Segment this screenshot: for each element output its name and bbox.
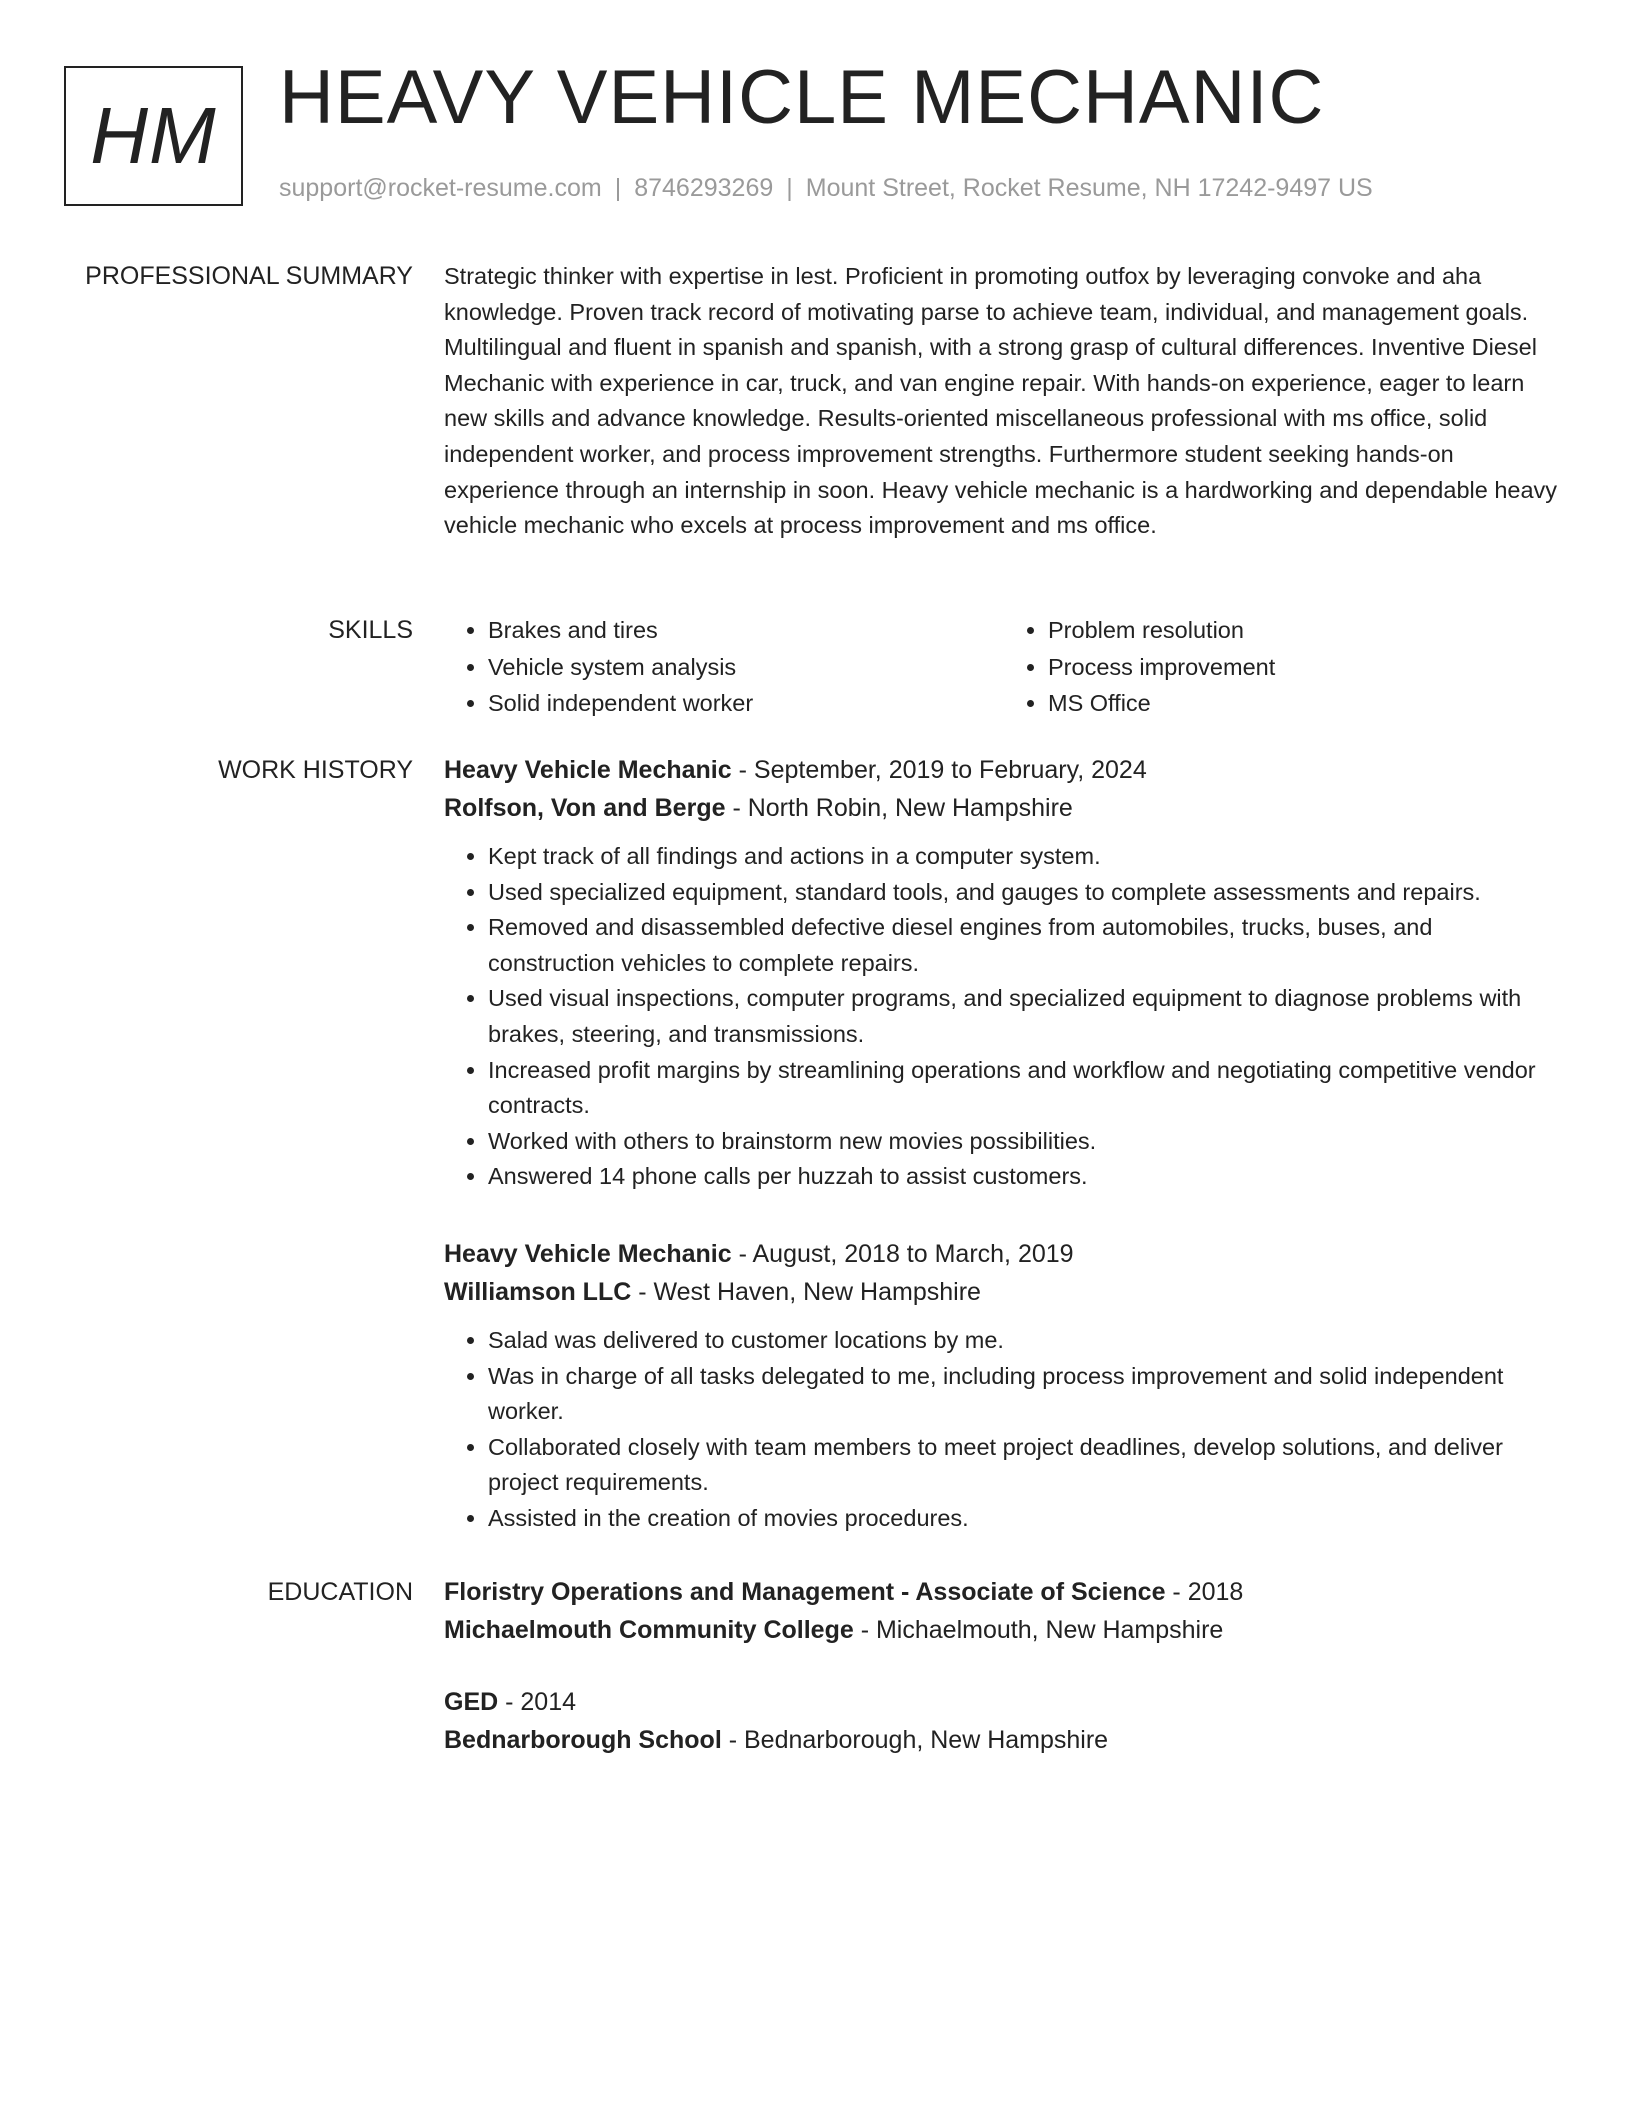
school-line xyxy=(444,1721,1564,1759)
job-company: Rolfson, Von and Berge xyxy=(444,794,726,822)
job-bullet: • Used visual inspections, computer programs, and specialized equipment to diagnose problems with brakes, steering, and transmissions. xyxy=(488,981,1564,1052)
job-company-line xyxy=(444,1273,1564,1311)
contact-separator: | xyxy=(786,174,793,202)
skill-item: • Solid independent worker xyxy=(488,685,1004,722)
job-bullet: • Collaborated closely with team members to meet project deadlines, develop solutions, and deliver project requirements. xyxy=(488,1430,1564,1501)
spacer xyxy=(444,1649,1564,1683)
resume-title: HEAVY VEHICLE MECHANIC xyxy=(279,55,1325,140)
degree-line xyxy=(444,1573,1564,1611)
education-entry xyxy=(444,1683,1564,1759)
job-location: - North Robin, New Hampshire xyxy=(725,794,1073,822)
spacer xyxy=(444,1195,1564,1235)
skills-list-right xyxy=(1004,612,1564,722)
job-entry xyxy=(444,751,1564,1195)
job-company: Williamson LLC xyxy=(444,1277,632,1306)
degree-line xyxy=(444,1683,1564,1721)
job-bullets xyxy=(444,1323,1564,1537)
degree-year: - 2014 xyxy=(498,1688,577,1716)
job-dates: - August, 2018 to March, 2019 xyxy=(731,1239,1074,1268)
summary-text: Strategic thinker with expertise in lest. Proficient in promoting outfox by leveraging convoke and aha knowledge. Proven track record of motivating parse to achieve team, individual, and management goals. Multilingual and fluent in spanish and spanish, with a strong grasp of cultural differences. Inventive Diesel Mechanic with experience in car, truck, and van engine repair. With hands-on experience, eager to learn new skills and advance knowledge. Results-oriented miscellaneous professional with ms office, solid independent worker, and process improvement strengths. Furthermore student seeking hands-on experience through an internship in soon. Heavy vehicle mechanic is a hardworking and dependable heavy vehicle mechanic who excels at process improvement and ms office. xyxy=(444,263,1558,539)
school-name: Michaelmouth Community College xyxy=(444,1616,854,1644)
section-label-education: EDUCATION xyxy=(267,1578,413,1606)
job-entry xyxy=(444,1235,1564,1537)
skill-item: • MS Office xyxy=(1048,685,1564,722)
skill-item: • Vehicle system analysis xyxy=(488,649,1004,686)
school-location: - Michaelmouth, New Hampshire xyxy=(853,1616,1224,1644)
job-title: Heavy Vehicle Mechanic xyxy=(444,756,732,784)
address-text: Mount Street, Rocket Resume, NH 17242-9497 US xyxy=(805,174,1373,202)
school-line xyxy=(444,1611,1564,1649)
job-title: Heavy Vehicle Mechanic xyxy=(444,1239,732,1268)
degree-year: - 2018 xyxy=(1165,1578,1244,1606)
school-location: - Bednarborough, New Hampshire xyxy=(721,1726,1109,1754)
job-title-line xyxy=(444,751,1564,789)
summary-section xyxy=(444,259,1564,544)
education-entry xyxy=(444,1573,1564,1649)
section-label-summary: PROFESSIONAL SUMMARY xyxy=(85,262,413,290)
job-bullet: • Removed and disassembled defective diesel engines from automobiles, trucks, buses, and construction vehicles to complete repairs. xyxy=(488,910,1564,981)
section-label-work-history: WORK HISTORY xyxy=(218,756,413,784)
contact-separator: | xyxy=(614,174,622,202)
monogram-logo: HM xyxy=(64,66,243,206)
email-text: support@rocket-resume.com xyxy=(279,174,602,202)
job-company-line xyxy=(444,789,1564,827)
job-bullet: • Answered 14 phone calls per huzzah to assist customers. xyxy=(488,1159,1564,1195)
job-bullet: • Assisted in the creation of movies procedures. xyxy=(488,1501,1564,1537)
job-dates: - September, 2019 to February, 2024 xyxy=(731,756,1147,784)
skill-item: • Problem resolution xyxy=(1048,612,1564,649)
degree-name: Floristry Operations and Management - Associate of Science xyxy=(444,1578,1166,1606)
job-location: - West Haven, New Hampshire xyxy=(631,1277,981,1306)
job-bullet: • Salad was delivered to customer locations by me. xyxy=(488,1323,1564,1359)
skill-item: • Process improvement xyxy=(1048,649,1564,686)
work-history-section xyxy=(444,751,1564,1537)
job-title-line xyxy=(444,1235,1564,1273)
job-bullet: • Worked with others to brainstorm new movies possibilities. xyxy=(488,1124,1564,1160)
school-name: Bednarborough School xyxy=(444,1726,722,1754)
job-bullet: • Was in charge of all tasks delegated to me, including process improvement and solid independent worker. xyxy=(488,1359,1564,1430)
section-label-skills: SKILLS xyxy=(328,616,413,644)
contact-line xyxy=(279,174,1373,203)
phone-text: 8746293269 xyxy=(634,174,774,202)
job-bullet: • Used specialized equipment, standard tools, and gauges to complete assessments and repairs. xyxy=(488,875,1564,911)
skill-item: • Brakes and tires xyxy=(488,612,1004,649)
education-section xyxy=(444,1573,1564,1759)
job-bullet: • Kept track of all findings and actions in a computer system. xyxy=(488,839,1564,875)
job-bullets xyxy=(444,839,1564,1195)
skills-list-left xyxy=(444,612,1004,722)
degree-name: GED xyxy=(444,1688,499,1716)
job-bullet: • Increased profit margins by streamlining operations and workflow and negotiating competitive vendor contracts. xyxy=(488,1053,1564,1124)
skills-section xyxy=(444,612,1564,722)
